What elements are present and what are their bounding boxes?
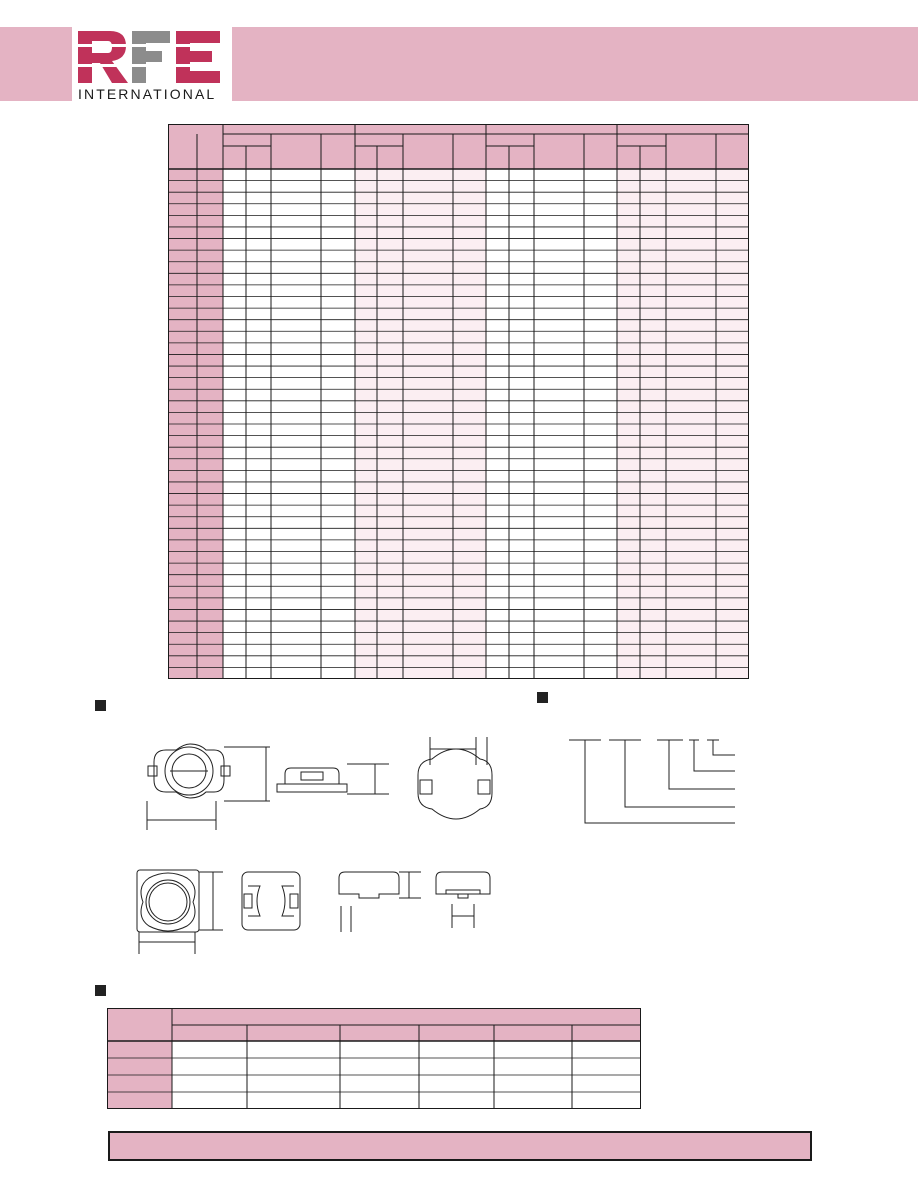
company-logo — [72, 27, 232, 103]
part-numbering-diagram — [565, 735, 740, 830]
drawing-round-bottom-view — [412, 735, 497, 825]
dimension-table — [107, 1007, 643, 1111]
spec-table — [168, 124, 750, 680]
section-marker-dimensions — [95, 700, 106, 711]
drawing-square-bottom-view — [238, 870, 304, 934]
drawing-round-side-view — [275, 758, 395, 800]
section-marker-part-numbering — [537, 692, 548, 703]
drawing-square-end-view — [432, 868, 496, 932]
logo-subtitle: INTERNATIONAL — [78, 86, 217, 102]
footer-bar — [108, 1131, 812, 1161]
section-marker-dimension-table — [95, 985, 106, 996]
drawing-round-top-view — [140, 740, 275, 835]
dimension-table-grid — [107, 1007, 643, 1111]
spec-table-grid — [168, 124, 750, 680]
dim-series-col-bg — [107, 1008, 172, 1109]
spec-col-part-shade — [168, 124, 223, 679]
drawing-square-side-view — [335, 866, 425, 936]
drawing-square-top-view — [133, 866, 228, 956]
